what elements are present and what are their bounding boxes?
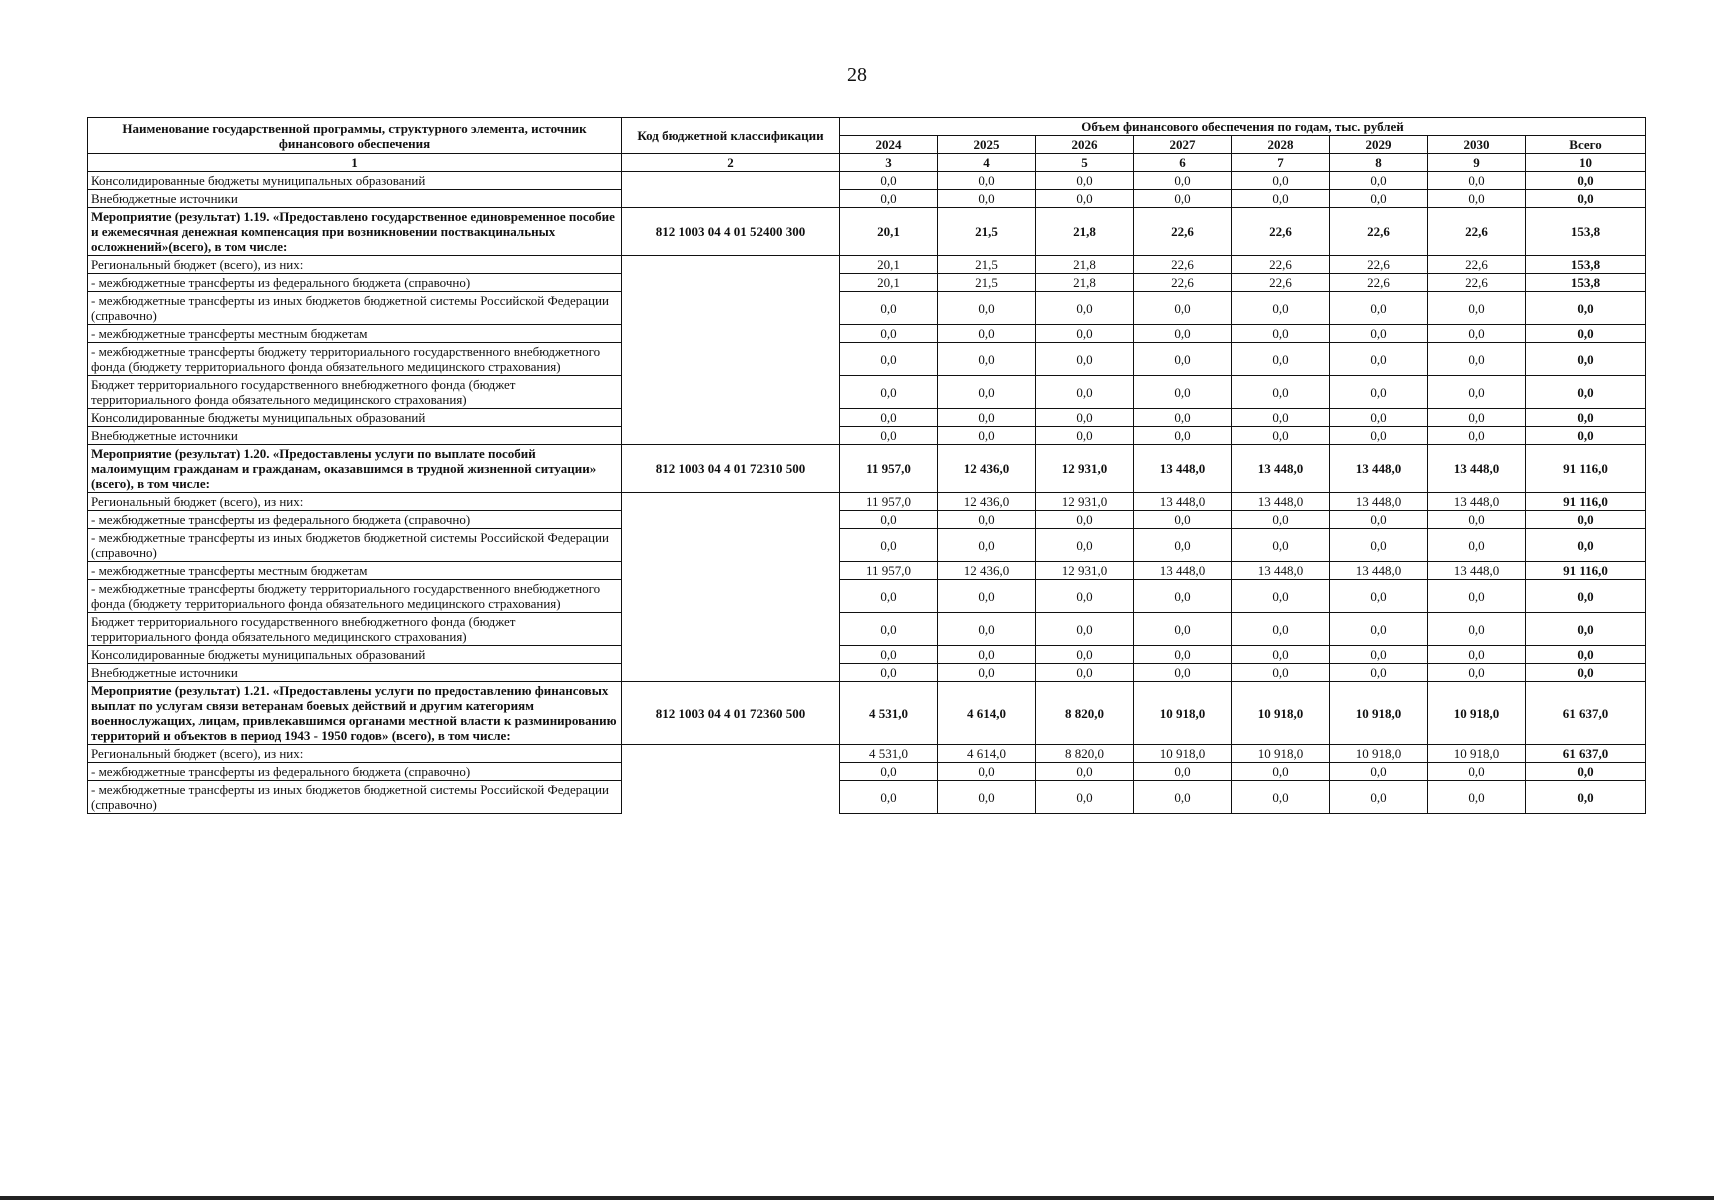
- row-value: 11 957,0: [840, 562, 938, 580]
- row-value: 0,0: [840, 613, 938, 646]
- row-value: 0,0: [1036, 664, 1134, 682]
- row-code: [622, 613, 840, 646]
- row-name: - межбюджетные трансферты из иных бюджетов бюджетной системы Российской Федерации (справочно): [88, 529, 622, 562]
- row-value: 0,0: [840, 376, 938, 409]
- table-row: [88, 409, 1646, 427]
- column-number: 5: [1036, 154, 1134, 172]
- row-value: 13 448,0: [1134, 562, 1232, 580]
- row-total: 0,0: [1526, 664, 1646, 682]
- row-name: Консолидированные бюджеты муниципальных образований: [88, 646, 622, 664]
- row-value: 0,0: [1036, 511, 1134, 529]
- row-value: 0,0: [840, 646, 938, 664]
- row-total: 0,0: [1526, 511, 1646, 529]
- row-value: 21,5: [938, 274, 1036, 292]
- column-numbers-row: [88, 154, 1646, 172]
- row-name: Консолидированные бюджеты муниципальных образований: [88, 172, 622, 190]
- row-value: 0,0: [1232, 646, 1330, 664]
- table-row: [88, 493, 1646, 511]
- row-value: 0,0: [1134, 580, 1232, 613]
- row-value: 12 436,0: [938, 445, 1036, 493]
- row-total: 153,8: [1526, 256, 1646, 274]
- row-value: 13 448,0: [1330, 562, 1428, 580]
- row-value: 13 448,0: [1428, 445, 1526, 493]
- row-value: 21,5: [938, 256, 1036, 274]
- row-value: 0,0: [1330, 580, 1428, 613]
- row-value: 0,0: [1330, 427, 1428, 445]
- row-total: 0,0: [1526, 646, 1646, 664]
- row-value: 4 531,0: [840, 745, 938, 763]
- row-code: [622, 646, 840, 664]
- row-value: 0,0: [840, 529, 938, 562]
- row-value: 0,0: [938, 427, 1036, 445]
- row-total: 0,0: [1526, 427, 1646, 445]
- row-value: 0,0: [1232, 580, 1330, 613]
- row-value: 0,0: [1428, 529, 1526, 562]
- header-year: 2024: [840, 136, 938, 154]
- row-value: 0,0: [1232, 613, 1330, 646]
- row-code: 812 1003 04 4 01 72310 500: [622, 445, 840, 493]
- row-code: [622, 511, 840, 529]
- row-value: 11 957,0: [840, 445, 938, 493]
- row-value: 0,0: [938, 325, 1036, 343]
- row-value: 13 448,0: [1330, 493, 1428, 511]
- row-code: [622, 763, 840, 781]
- row-total: 0,0: [1526, 325, 1646, 343]
- row-code: [622, 427, 840, 445]
- row-value: 4 531,0: [840, 682, 938, 745]
- event-row: [88, 445, 1646, 493]
- table-row: [88, 256, 1646, 274]
- row-total: 153,8: [1526, 274, 1646, 292]
- table-row: [88, 646, 1646, 664]
- row-value: 0,0: [840, 409, 938, 427]
- row-code: [622, 409, 840, 427]
- row-value: 0,0: [1232, 511, 1330, 529]
- row-value: 22,6: [1134, 208, 1232, 256]
- row-value: 0,0: [1036, 763, 1134, 781]
- row-name: - межбюджетные трансферты бюджету территориального государственного внебюджетного фонда (бюджету территориального фонда обязательного медицинского страхования): [88, 580, 622, 613]
- row-value: 0,0: [840, 427, 938, 445]
- row-value: 10 918,0: [1428, 745, 1526, 763]
- row-value: 0,0: [1232, 409, 1330, 427]
- row-value: 0,0: [1134, 511, 1232, 529]
- row-value: 0,0: [1232, 343, 1330, 376]
- row-value: 0,0: [938, 190, 1036, 208]
- row-name: - межбюджетные трансферты из федерального бюджета (справочно): [88, 763, 622, 781]
- table-row: [88, 511, 1646, 529]
- table-row: [88, 172, 1646, 190]
- row-value: 0,0: [1428, 343, 1526, 376]
- row-value: 0,0: [1428, 646, 1526, 664]
- row-total: 0,0: [1526, 376, 1646, 409]
- table-row: [88, 763, 1646, 781]
- row-total: 0,0: [1526, 529, 1646, 562]
- row-value: 0,0: [1036, 172, 1134, 190]
- row-value: 0,0: [1330, 781, 1428, 814]
- row-value: 4 614,0: [938, 745, 1036, 763]
- row-value: 0,0: [840, 325, 938, 343]
- row-value: 0,0: [1134, 376, 1232, 409]
- row-code: [622, 376, 840, 409]
- row-value: 0,0: [1428, 781, 1526, 814]
- table-row: [88, 343, 1646, 376]
- row-value: 0,0: [1330, 646, 1428, 664]
- row-value: 0,0: [1330, 613, 1428, 646]
- row-value: 22,6: [1330, 256, 1428, 274]
- row-name: Внебюджетные источники: [88, 664, 622, 682]
- row-value: 22,6: [1134, 256, 1232, 274]
- row-total: 91 116,0: [1526, 445, 1646, 493]
- event-row: [88, 682, 1646, 745]
- row-value: 0,0: [938, 172, 1036, 190]
- row-total: 0,0: [1526, 343, 1646, 376]
- row-value: 10 918,0: [1134, 682, 1232, 745]
- row-value: 0,0: [1330, 343, 1428, 376]
- row-value: 0,0: [1330, 511, 1428, 529]
- column-number: 9: [1428, 154, 1526, 172]
- event-row: [88, 208, 1646, 256]
- row-value: 0,0: [1428, 613, 1526, 646]
- row-value: 0,0: [1036, 325, 1134, 343]
- column-number: 8: [1330, 154, 1428, 172]
- row-code: [622, 325, 840, 343]
- row-name: - межбюджетные трансферты из федерального бюджета (справочно): [88, 274, 622, 292]
- header-year: 2027: [1134, 136, 1232, 154]
- table-row: [88, 325, 1646, 343]
- row-total: 91 116,0: [1526, 562, 1646, 580]
- header-year-total: Всего: [1526, 136, 1646, 154]
- row-value: 0,0: [1232, 529, 1330, 562]
- row-value: 10 918,0: [1134, 745, 1232, 763]
- column-number: 1: [88, 154, 622, 172]
- column-number: 4: [938, 154, 1036, 172]
- row-total: 153,8: [1526, 208, 1646, 256]
- table-row: [88, 580, 1646, 613]
- row-total: 61 637,0: [1526, 682, 1646, 745]
- row-value: 0,0: [1134, 664, 1232, 682]
- row-value: 0,0: [1232, 763, 1330, 781]
- row-value: 0,0: [938, 409, 1036, 427]
- budget-table: [87, 117, 1646, 814]
- row-value: 0,0: [1134, 427, 1232, 445]
- row-value: 0,0: [1232, 427, 1330, 445]
- row-value: 0,0: [938, 664, 1036, 682]
- row-value: 0,0: [1330, 376, 1428, 409]
- row-code: [622, 745, 840, 763]
- table-row: [88, 529, 1646, 562]
- row-total: 61 637,0: [1526, 745, 1646, 763]
- row-value: 0,0: [1134, 763, 1232, 781]
- row-value: 0,0: [1232, 292, 1330, 325]
- row-value: 22,6: [1428, 256, 1526, 274]
- table-row: [88, 613, 1646, 646]
- row-value: 0,0: [1428, 763, 1526, 781]
- row-value: 0,0: [1330, 325, 1428, 343]
- table-body: [88, 172, 1646, 814]
- row-name: - межбюджетные трансферты местным бюджетам: [88, 325, 622, 343]
- header-volume: Объем финансового обеспечения по годам, тыс. рублей: [840, 118, 1646, 136]
- table-row: [88, 664, 1646, 682]
- header-name: Наименование государственной программы, структурного элемента, источник финансового обеспечения: [88, 118, 622, 154]
- row-value: 13 448,0: [1134, 493, 1232, 511]
- row-value: 21,8: [1036, 274, 1134, 292]
- row-value: 10 918,0: [1330, 682, 1428, 745]
- row-value: 0,0: [1232, 376, 1330, 409]
- row-value: 0,0: [938, 781, 1036, 814]
- row-value: 0,0: [840, 343, 938, 376]
- row-value: 4 614,0: [938, 682, 1036, 745]
- row-value: 10 918,0: [1330, 745, 1428, 763]
- row-code: [622, 781, 840, 814]
- row-value: 0,0: [840, 664, 938, 682]
- row-name: - межбюджетные трансферты местным бюджетам: [88, 562, 622, 580]
- row-value: 0,0: [1036, 781, 1134, 814]
- row-value: 0,0: [840, 781, 938, 814]
- row-value: 0,0: [1232, 325, 1330, 343]
- row-value: 0,0: [938, 292, 1036, 325]
- row-value: 0,0: [1428, 325, 1526, 343]
- row-total: 0,0: [1526, 292, 1646, 325]
- row-value: 0,0: [938, 343, 1036, 376]
- row-code: 812 1003 04 4 01 72360 500: [622, 682, 840, 745]
- row-value: 22,6: [1428, 208, 1526, 256]
- row-value: 22,6: [1330, 274, 1428, 292]
- row-value: 13 448,0: [1232, 445, 1330, 493]
- row-value: 0,0: [1428, 172, 1526, 190]
- column-number: 3: [840, 154, 938, 172]
- row-total: 0,0: [1526, 409, 1646, 427]
- row-value: 0,0: [1330, 190, 1428, 208]
- scan-edge-line: [0, 1196, 1714, 1200]
- row-code: [622, 190, 840, 208]
- row-value: 0,0: [840, 190, 938, 208]
- column-number: 10: [1526, 154, 1646, 172]
- table-row: [88, 562, 1646, 580]
- row-value: 11 957,0: [840, 493, 938, 511]
- row-value: 12 931,0: [1036, 493, 1134, 511]
- row-value: 22,6: [1232, 208, 1330, 256]
- row-value: 0,0: [1232, 190, 1330, 208]
- row-value: 0,0: [1134, 529, 1232, 562]
- row-value: 8 820,0: [1036, 745, 1134, 763]
- header-year: 2030: [1428, 136, 1526, 154]
- row-value: 0,0: [1330, 664, 1428, 682]
- row-code: [622, 256, 840, 274]
- row-name: - межбюджетные трансферты из иных бюджетов бюджетной системы Российской Федерации (справочно): [88, 781, 622, 814]
- row-name: Бюджет территориального государственного внебюджетного фонда (бюджет территориального фонда обязательного медицинского страхования): [88, 376, 622, 409]
- row-value: 0,0: [840, 292, 938, 325]
- header-year: 2028: [1232, 136, 1330, 154]
- table-row: [88, 190, 1646, 208]
- row-value: 10 918,0: [1232, 682, 1330, 745]
- row-value: 10 918,0: [1232, 745, 1330, 763]
- row-value: 20,1: [840, 208, 938, 256]
- row-value: 13 448,0: [1330, 445, 1428, 493]
- row-value: 0,0: [938, 580, 1036, 613]
- row-value: 0,0: [1036, 190, 1134, 208]
- row-value: 0,0: [1134, 409, 1232, 427]
- row-value: 0,0: [1428, 580, 1526, 613]
- row-value: 0,0: [938, 763, 1036, 781]
- row-value: 0,0: [1330, 529, 1428, 562]
- row-value: 0,0: [840, 580, 938, 613]
- row-value: 0,0: [1134, 646, 1232, 664]
- row-value: 0,0: [1134, 325, 1232, 343]
- header-year: 2029: [1330, 136, 1428, 154]
- table-row: [88, 376, 1646, 409]
- row-name: Бюджет территориального государственного внебюджетного фонда (бюджет территориального фонда обязательного медицинского страхования): [88, 613, 622, 646]
- row-value: 0,0: [1134, 292, 1232, 325]
- row-value: 13 448,0: [1428, 562, 1526, 580]
- row-value: 12 931,0: [1036, 562, 1134, 580]
- row-value: 21,8: [1036, 256, 1134, 274]
- row-value: 0,0: [1134, 172, 1232, 190]
- row-code: 812 1003 04 4 01 52400 300: [622, 208, 840, 256]
- table-row: [88, 427, 1646, 445]
- row-total: 0,0: [1526, 613, 1646, 646]
- row-value: 0,0: [1330, 172, 1428, 190]
- row-name: - межбюджетные трансферты из иных бюджетов бюджетной системы Российской Федерации (справочно): [88, 292, 622, 325]
- row-value: 0,0: [938, 376, 1036, 409]
- row-name: Консолидированные бюджеты муниципальных образований: [88, 409, 622, 427]
- row-name: - межбюджетные трансферты из федерального бюджета (справочно): [88, 511, 622, 529]
- table-row: [88, 292, 1646, 325]
- row-value: 0,0: [1232, 781, 1330, 814]
- row-total: 0,0: [1526, 172, 1646, 190]
- row-value: 20,1: [840, 256, 938, 274]
- row-code: [622, 493, 840, 511]
- row-value: 0,0: [938, 613, 1036, 646]
- row-name: Мероприятие (результат) 1.20. «Предоставлены услуги по выплате пособий малоимущим гражданам и гражданам, оказавшимся в трудной жизненной ситуации» (всего), в том числе:: [88, 445, 622, 493]
- row-value: 13 448,0: [1134, 445, 1232, 493]
- row-code: [622, 664, 840, 682]
- row-total: 0,0: [1526, 580, 1646, 613]
- table-row: [88, 745, 1646, 763]
- row-value: 0,0: [1036, 343, 1134, 376]
- row-code: [622, 343, 840, 376]
- row-value: 0,0: [1036, 613, 1134, 646]
- row-value: 0,0: [1134, 343, 1232, 376]
- row-code: [622, 562, 840, 580]
- row-total: 0,0: [1526, 781, 1646, 814]
- row-name: Региональный бюджет (всего), из них:: [88, 256, 622, 274]
- row-value: 21,8: [1036, 208, 1134, 256]
- row-total: 0,0: [1526, 190, 1646, 208]
- row-value: 0,0: [1232, 172, 1330, 190]
- row-value: 0,0: [1036, 646, 1134, 664]
- row-value: 12 436,0: [938, 493, 1036, 511]
- row-value: 0,0: [1134, 781, 1232, 814]
- row-name: Внебюджетные источники: [88, 190, 622, 208]
- row-value: 0,0: [840, 511, 938, 529]
- row-value: 0,0: [1134, 613, 1232, 646]
- row-value: 0,0: [1330, 292, 1428, 325]
- row-name: - межбюджетные трансферты бюджету территориального государственного внебюджетного фонда (бюджету территориального фонда обязательного медицинского страхования): [88, 343, 622, 376]
- row-total: 0,0: [1526, 763, 1646, 781]
- row-value: 21,5: [938, 208, 1036, 256]
- row-code: [622, 274, 840, 292]
- column-number: 2: [622, 154, 840, 172]
- table-row: [88, 274, 1646, 292]
- row-value: 0,0: [1330, 763, 1428, 781]
- row-value: 0,0: [1428, 190, 1526, 208]
- row-value: 0,0: [1232, 664, 1330, 682]
- row-value: 0,0: [1036, 292, 1134, 325]
- row-value: 0,0: [840, 172, 938, 190]
- row-value: 0,0: [1428, 511, 1526, 529]
- row-value: 8 820,0: [1036, 682, 1134, 745]
- row-code: [622, 529, 840, 562]
- row-name: Внебюджетные источники: [88, 427, 622, 445]
- table-row: [88, 781, 1646, 814]
- row-value: 0,0: [938, 529, 1036, 562]
- row-value: 0,0: [1428, 664, 1526, 682]
- row-value: 22,6: [1232, 274, 1330, 292]
- row-value: 0,0: [1036, 580, 1134, 613]
- row-value: 22,6: [1232, 256, 1330, 274]
- row-value: 0,0: [938, 511, 1036, 529]
- row-value: 22,6: [1330, 208, 1428, 256]
- row-value: 0,0: [1428, 427, 1526, 445]
- row-value: 13 448,0: [1428, 493, 1526, 511]
- row-total: 91 116,0: [1526, 493, 1646, 511]
- column-number: 6: [1134, 154, 1232, 172]
- row-value: 13 448,0: [1232, 493, 1330, 511]
- row-code: [622, 580, 840, 613]
- row-value: 0,0: [1036, 409, 1134, 427]
- row-value: 0,0: [1428, 409, 1526, 427]
- row-value: 22,6: [1428, 274, 1526, 292]
- column-number: 7: [1232, 154, 1330, 172]
- row-value: 0,0: [938, 646, 1036, 664]
- row-value: 0,0: [1428, 292, 1526, 325]
- row-value: 0,0: [1036, 427, 1134, 445]
- header-code: Код бюджетной классификации: [622, 118, 840, 154]
- row-value: 13 448,0: [1232, 562, 1330, 580]
- row-name: Мероприятие (результат) 1.19. «Предоставлено государственное единовременное пособие и ежемесячная денежная компенсация при возникновении поствакцинальных осложнений»(всего), в том числе:: [88, 208, 622, 256]
- row-value: 0,0: [1036, 529, 1134, 562]
- row-name: Мероприятие (результат) 1.21. «Предоставлены услуги по предоставлению финансовых выплат по услугам связи ветеранам боевых действий и другим категориям военнослужащих, лицам, привлекавшимся органами местной власти к разминированию территорий и объектов в период 1943 - 1950 годов» (всего), в том числе:: [88, 682, 622, 745]
- row-code: [622, 292, 840, 325]
- row-value: 12 436,0: [938, 562, 1036, 580]
- row-value: 0,0: [1134, 190, 1232, 208]
- row-code: [622, 172, 840, 190]
- row-value: 0,0: [1330, 409, 1428, 427]
- row-value: 22,6: [1134, 274, 1232, 292]
- header-year: 2025: [938, 136, 1036, 154]
- row-value: 0,0: [1036, 376, 1134, 409]
- row-name: Региональный бюджет (всего), из них:: [88, 493, 622, 511]
- header-year: 2026: [1036, 136, 1134, 154]
- row-value: 0,0: [840, 763, 938, 781]
- row-value: 20,1: [840, 274, 938, 292]
- row-value: 0,0: [1428, 376, 1526, 409]
- row-value: 12 931,0: [1036, 445, 1134, 493]
- page-number: 28: [847, 64, 867, 86]
- row-value: 10 918,0: [1428, 682, 1526, 745]
- row-name: Региональный бюджет (всего), из них:: [88, 745, 622, 763]
